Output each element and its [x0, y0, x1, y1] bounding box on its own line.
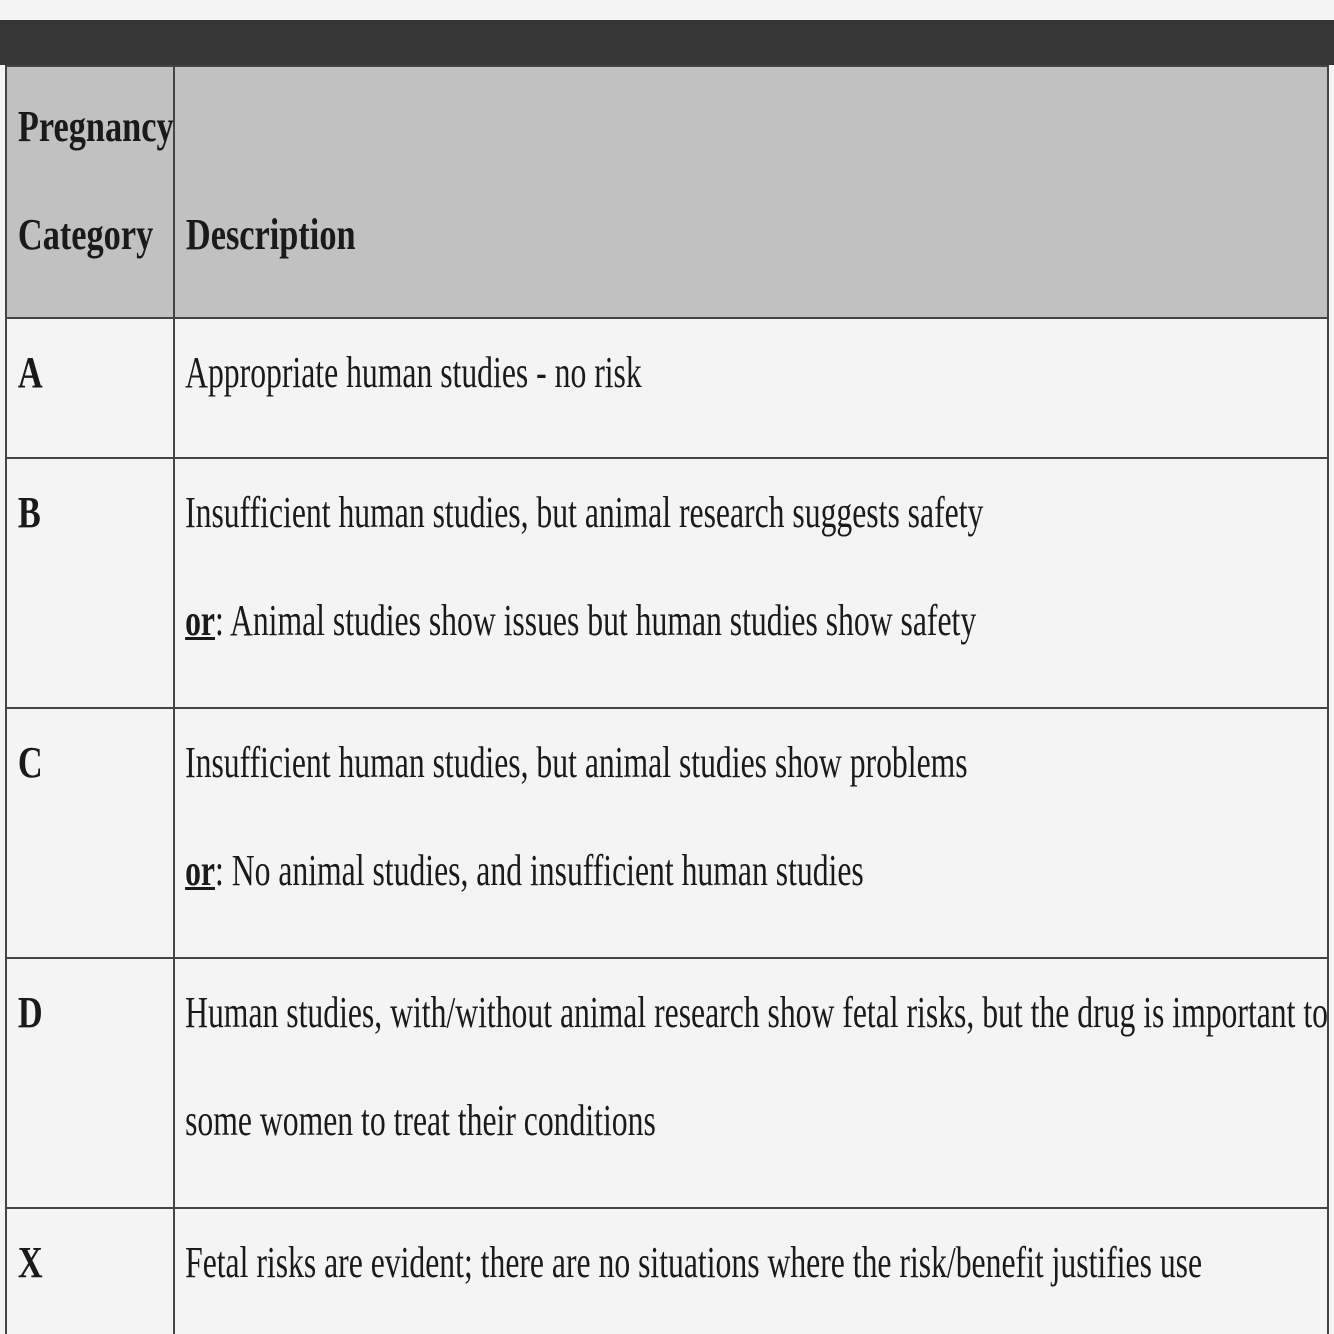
category-cell: [6, 458, 174, 708]
header-category-cell: [6, 66, 174, 318]
table-row-a: [6, 318, 1328, 458]
description-line2-text: : Animal studies show issues but human studies show safety: [214, 596, 977, 645]
description-cell: [174, 1208, 1328, 1334]
description-line1: Insufficient human studies, but animal studies show problems: [185, 738, 968, 787]
description-line1: Human studies, with/without animal research show fetal risks, but the drug is important to: [185, 988, 1329, 1037]
category-cell: [6, 958, 174, 1208]
header-category-line2: Category: [17, 210, 154, 259]
category-letter: C: [17, 738, 43, 787]
description-line1: Fetal risks are evident; there are no situations where the risk/benefit justifies use: [185, 1238, 1203, 1287]
header-description: Description: [185, 210, 356, 259]
description-cell: [174, 708, 1328, 958]
description-line2: some women to treat their conditions: [185, 1096, 656, 1145]
category-cell: [6, 1208, 174, 1334]
category-letter: A: [17, 348, 43, 397]
description-line2: [175, 817, 1004, 925]
table-row-c: [6, 708, 1328, 958]
description-cell: [174, 318, 1328, 458]
description-line1: Insufficient human studies, but animal research suggests safety: [185, 488, 984, 537]
table-row-d: [6, 958, 1328, 1208]
or-label: or: [185, 846, 215, 895]
description-line2: [175, 567, 1004, 675]
description-cell: [174, 458, 1328, 708]
header-description-cell: [174, 66, 1328, 318]
category-cell: [6, 318, 174, 458]
table-row-b: [6, 458, 1328, 708]
description-line2-text: : No animal studies, and insufficient human studies: [214, 846, 864, 895]
pregnancy-category-table: [5, 65, 1329, 1334]
category-letter: B: [17, 488, 41, 537]
category-cell: [6, 708, 174, 958]
or-label: or: [185, 596, 215, 645]
table-header-row: [6, 66, 1328, 318]
category-letter: X: [17, 1238, 43, 1287]
description-line1: Appropriate human studies - no risk: [185, 348, 642, 397]
category-letter: D: [17, 988, 43, 1037]
header-category-line1: Pregnancy: [17, 102, 174, 151]
description-cell: [174, 958, 1328, 1208]
top-dark-band: [0, 20, 1334, 65]
table-row-x: [6, 1208, 1328, 1334]
